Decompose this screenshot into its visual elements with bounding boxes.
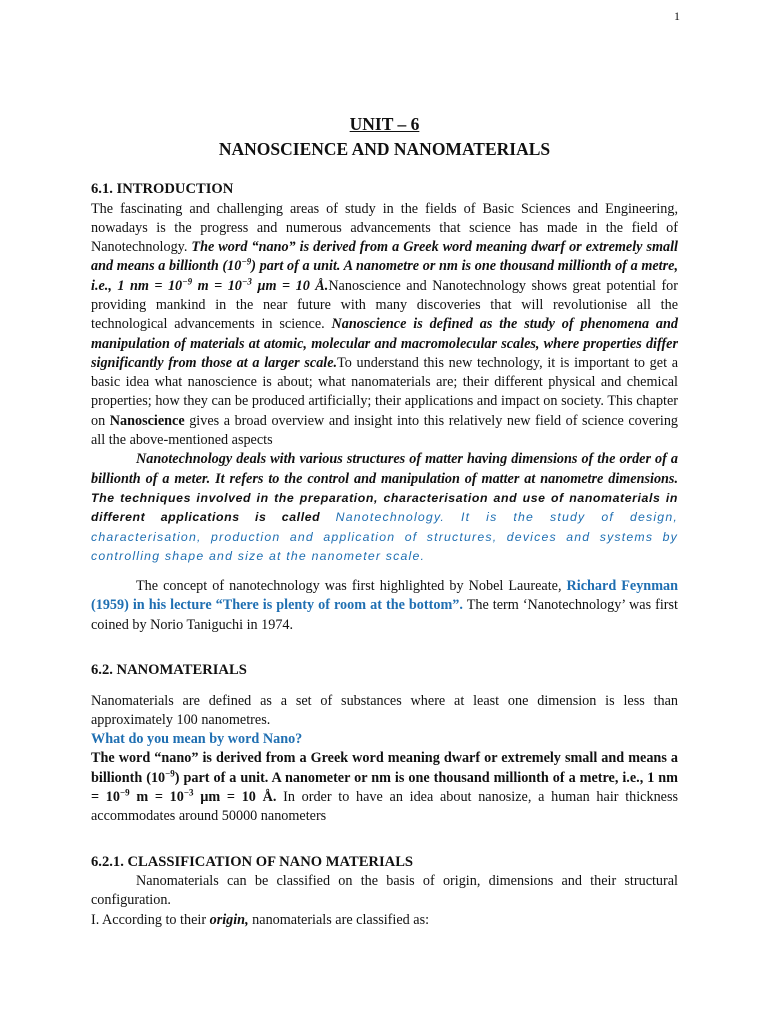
page-content (91, 112, 678, 930)
unit-name: NANOSCIENCE AND NANOMATERIALS (218, 139, 551, 159)
nano-answer: The word “nano” is derived from a Greek word meaning dwarf or extremely small and means a billionth $(10^{-9})$ part of a unit. A nanometer or nm is one thousand millionth of a metre, i.e., 1 nm = $10^{-9}$ $m = 10^{-3}$ µm = 10 Å. In order to have an idea about nanosize, a human hair thickness accommodates around 50000 nanometers (91, 750, 679, 825)
classification-origin: I. According to their origin, nanomaterials are classified as: (91, 911, 430, 928)
section-heading-nanomaterials: 6.2. NANOMATERIALS (91, 662, 247, 679)
intro-paragraph-2: Nanotechnology deals with various structures of matter having dimensions of the order of a billionth of a meter. It refers to the control and manipulation of matter at nanometre dimensions. The techniques involved in the preparation, characterisation and use of nanomaterials in different applications is called Nanotechnology. It is the study of design, characterisation, production and application of structures, devices and systems by controlling shape and size at the nanometer scale. (91, 451, 678, 563)
page-number: 1 (674, 9, 680, 23)
classification-paragraph: Nanomaterials can be classified on the basis of origin, dimensions and their structural configuration. (91, 873, 678, 909)
intro-paragraph-1: The fascinating and challenging areas of study in the fields of Basic Sciences and Engineering, nowadays is the progress and numerous advancements that science has made in the field of Nanotechnology. The word “nano” is derived from a Greek word meaning dwarf or extremely small and means a billionth $(10^{-9})$ part of a unit. A nanometre or nm is one thousand millionth of a metre, i.e., 1 nm = $10^{-9}$ $m = 10^{-3}$ µm = 10 Å.Nanoscience and Nanotechnology shows great potential for providing mankind in the near future with many discoveries that will revolutionise all the technological advancements in science. Nanoscience is defined as the study of phenomena and manipulation of materials at atomic, molecular and macromolecular scales, where properties differ significantly from those at a larger scale.To understand this new technology, it is important to get a basic idea what nanoscience is about; what nanomaterials are; their different physical and chemical properties; how they can be produced artificially; their applications and impact on society. This chapter on Nanoscience gives a broad overview and insight into this relatively new field of science covering all the above-mentioned aspects (91, 200, 679, 449)
intro-paragraph-3: The concept of nanotechnology was first highlighted by Nobel Laureate, Richard Feynman (1959) in his lecture “There is plenty of room at the bottom”. The term ‘Nanotechnology’ was first coined by Norio Taniguchi in 1974. (91, 578, 678, 633)
nanomaterials-definition: Nanomaterials are defined as a set of substances where at least one dimension is less than approximately 100 nanometres. (91, 692, 678, 728)
question-nano: What do you mean by word Nano? (91, 731, 303, 748)
section-heading-introduction: 6.1. INTRODUCTION (91, 181, 234, 197)
section-heading-classification: 6.2.1. CLASSIFICATION OF NANO MATERIALS (91, 853, 414, 870)
unit-number: UNIT – 6 (349, 114, 420, 134)
unit-title (91, 112, 678, 162)
